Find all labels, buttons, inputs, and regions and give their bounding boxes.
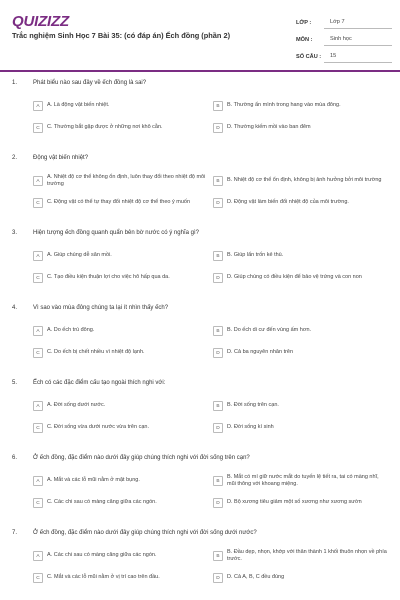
meta-row-class [296,12,392,29]
question-header [12,527,392,539]
answer-option-d[interactable] [213,267,393,289]
question-3 [0,227,400,302]
option-text: D. Bộ xương tiêu giảm một số xương như xương sườn [227,499,362,506]
question-number: 6. [12,455,18,461]
option-text: C. Do ếch bị chết nhiều vì nhiệt độ lạnh. [47,349,145,356]
option-letter-badge: A [33,251,43,261]
question-header [12,77,392,89]
answer-option-b[interactable] [213,470,393,492]
quizizz-logo: QUIZIZZ [12,13,69,30]
meta-panel [296,12,392,63]
option-letter-badge: A [33,551,43,561]
answer-options [33,245,393,289]
option-text: D. Cả A, B, C đều đúng [227,574,285,581]
answer-option-b[interactable] [213,320,393,342]
answer-option-c[interactable] [33,567,213,589]
option-text: C. Tạo điều kiện thuận lợi cho việc hô hấp qua da. [47,274,170,281]
question-text: Hiện tượng ếch đồng quanh quẩn bên bờ nước có ý nghĩa gì? [33,230,199,236]
option-text: D. Đời sống kí sinh [227,424,274,431]
meta-label: SỐ CÂU : [296,54,322,60]
option-text: B. Do ếch di cư đến vùng ấm hơn. [227,327,312,334]
option-text: D. Thường kiếm mồi vào ban đêm [227,124,311,131]
answer-options [33,95,393,139]
answer-option-a[interactable] [33,95,213,117]
option-text: A. Giúp chúng dễ săn mồi. [47,252,112,259]
option-text: B. Đời sống trên cạn. [227,402,279,409]
option-letter-badge: B [213,326,223,336]
option-letter-badge: B [213,476,223,486]
question-number: 4. [12,305,18,311]
option-text: C. Mắt và các lỗ mũi nằm ở vị trí cao trên đầu. [47,574,160,581]
answer-option-d[interactable] [213,117,393,139]
answer-options [33,470,393,514]
answer-option-a[interactable] [33,170,213,192]
option-text: B. Mắt có mí giữ nước mắt do tuyến lệ tiết ra, tai có màng nhĩ, mũi thông với khoang miệng. [227,473,379,487]
question-text: Động vật biến nhiệt? [33,155,89,161]
option-text: B. Giúp lẩn trốn kẻ thù. [227,252,284,259]
answer-option-b[interactable] [213,395,393,417]
question-number: 3. [12,230,18,236]
question-text: Vì sao vào mùa đông chúng ta lại ít nhìn thấy ếch? [33,305,169,311]
answer-option-d[interactable] [213,192,393,214]
question-number: 2. [12,155,18,161]
option-letter-badge: B [213,551,223,561]
option-text: A. Nhiệt độ cơ thể không ổn định, luôn thay đổi theo nhiệt độ môi trường [47,173,206,187]
option-letter-badge: A [33,176,43,186]
answer-options [33,395,393,439]
option-text: A. Là động vật biến nhiệt. [47,102,110,109]
answer-option-c[interactable] [33,342,213,364]
option-letter-badge: A [33,476,43,486]
option-letter-badge: D [213,348,223,358]
meta-row-subject [296,29,392,46]
option-text: B. Nhiệt độ cơ thể ổn định, không bị ảnh hưởng bởi môi trường [227,177,382,184]
answer-options [33,320,393,364]
question-4 [0,302,400,377]
answer-option-d[interactable] [213,342,393,364]
answer-option-d[interactable] [213,492,393,514]
question-header [12,302,392,314]
option-letter-badge: A [33,326,43,336]
option-text: C. Các chi sau có màng căng giữa các ngón. [47,499,157,506]
answer-option-b[interactable] [213,545,393,567]
question-header [12,227,392,239]
option-letter-badge: C [33,348,43,358]
question-header [12,452,392,464]
question-header [12,152,392,164]
answer-option-c[interactable] [33,417,213,439]
question-header [12,377,392,389]
option-text: D. Cả ba nguyên nhân trên [227,349,294,356]
answer-option-a[interactable] [33,245,213,267]
answer-option-a[interactable] [33,395,213,417]
question-number: 7. [12,530,18,536]
question-number: 1. [12,80,18,86]
option-text: C. Động vật có thể tự thay đổi nhiệt độ cơ thể theo ý muốn [47,199,191,206]
option-letter-badge: C [33,198,43,208]
header-divider [0,70,400,72]
option-letter-badge: C [33,273,43,283]
answer-option-a[interactable] [33,545,213,567]
question-text: Ếch có các đặc điểm cấu tạo ngoài thích nghi với: [33,380,166,386]
answer-option-d[interactable] [213,417,393,439]
answer-option-c[interactable] [33,117,213,139]
option-text: C. Đời sống vừa dưới nước vừa trên cạn. [47,424,149,431]
meta-label: LỚP : [296,20,312,26]
meta-label: MÔN : [296,37,313,43]
option-text: A. Đời sống dưới nước. [47,402,106,409]
question-7 [0,527,400,600]
question-text: Phát biểu nào sau đây về ếch đồng là sai? [33,80,147,86]
worksheet-header [0,0,400,66]
answer-option-a[interactable] [33,320,213,342]
option-text: D. Động vật làm biến đổi nhiệt độ của môi trường. [227,199,349,206]
option-text: B. Đầu dẹp, nhọn, khớp với thân thành 1 khối thuôn nhọn về phía trước. [227,548,387,562]
option-letter-badge: D [213,198,223,208]
question-number: 5. [12,380,18,386]
option-letter-badge: B [213,176,223,186]
option-letter-badge: C [33,123,43,133]
option-letter-badge: A [33,401,43,411]
answer-options [33,545,393,589]
option-letter-badge: D [213,123,223,133]
meta-value: 15 [324,53,392,63]
meta-value: Lớp 7 [324,19,392,29]
question-1 [0,77,400,152]
question-text: Ở ếch đồng, đặc điểm nào dưới đây giúp chúng thích nghi với đời sống dưới nước? [33,530,257,536]
answer-option-b[interactable] [213,245,393,267]
option-text: B. Thường ẩn mình trong hang vào mùa đông. [227,102,341,109]
option-text: A. Do ếch trú đông. [47,327,95,334]
question-5 [0,377,400,452]
meta-row-count [296,46,392,63]
option-letter-badge: D [213,498,223,508]
answer-option-b[interactable] [213,170,393,192]
answer-option-c[interactable] [33,492,213,514]
option-letter-badge: B [213,251,223,261]
question-2 [0,152,400,227]
answer-option-d[interactable] [213,567,393,589]
option-letter-badge: D [213,573,223,583]
answer-option-c[interactable] [33,192,213,214]
option-letter-badge: C [33,423,43,433]
answer-options [33,170,393,214]
answer-option-a[interactable] [33,470,213,492]
option-letter-badge: C [33,498,43,508]
option-letter-badge: B [213,101,223,111]
answer-option-c[interactable] [33,267,213,289]
question-list [0,77,400,600]
option-letter-badge: D [213,423,223,433]
worksheet-title: Trắc nghiệm Sinh Học 7 Bài 35: (có đáp án) Ếch đồng (phần 2) [12,31,231,40]
option-letter-badge: B [213,401,223,411]
option-letter-badge: A [33,101,43,111]
option-text: C. Thường bắt gặp được ở những nơi khô cằn. [47,124,163,131]
option-text: D. Giúp chúng có điều kiện để bảo vệ trứng và con non [227,274,362,281]
question-6 [0,452,400,527]
answer-option-b[interactable] [213,95,393,117]
question-text: Ở ếch đồng, đặc điểm nào dưới đây giúp chúng thích nghi với đời sống trên cạn? [33,455,250,461]
option-text: A. Các chi sau có màng căng giữa các ngón. [47,552,157,559]
option-letter-badge: D [213,273,223,283]
option-text: A. Mắt và các lỗ mũi nằm ở mặt bụng. [47,477,140,484]
meta-value: Sinh học [324,36,392,46]
option-letter-badge: C [33,573,43,583]
